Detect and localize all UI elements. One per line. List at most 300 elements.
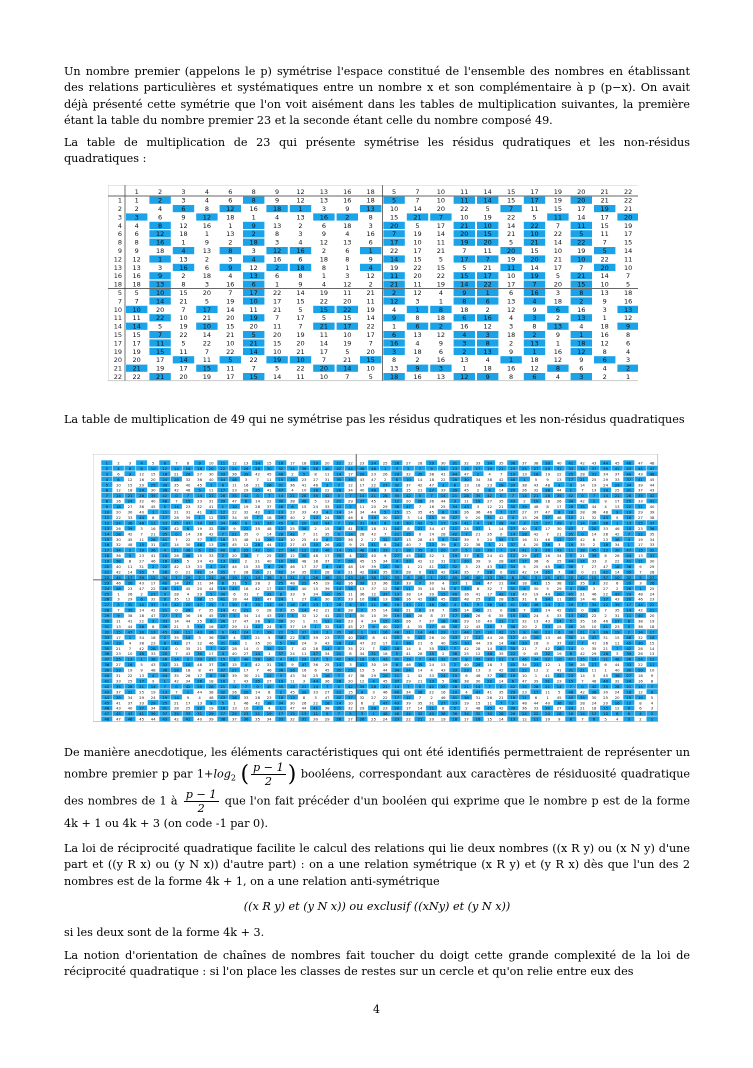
t49-cell: 5 [650,694,654,700]
t49-cell: 36 [231,471,237,477]
t49-cell: 9 [140,667,143,673]
t49-cell: 38 [278,634,284,640]
t49-cell: 18 [313,558,319,564]
t49-cell: 21 [336,574,342,580]
t23-cell: 12 [413,289,422,297]
t23-cell: 12 [132,255,141,264]
t49-cell: 15 [278,476,284,482]
t49-cell: 37 [359,498,365,504]
t23-cell: 18 [249,238,258,247]
t23-cell: 15 [506,196,516,205]
t49-cell: 16 [591,618,597,624]
t49-cell: 36 [301,465,307,471]
t49-cell: 10 [220,678,226,684]
t49-cell: 47 [115,716,121,722]
t23-cell: 3 [462,339,467,348]
t49-cell: 26 [533,514,539,520]
t23-cell: 8 [462,297,467,306]
t49-cell: 28 [521,531,527,537]
t49-cell: 30 [162,482,168,488]
t23-cell: 13 [296,213,305,222]
t49-cell: 5 [163,504,167,510]
t49-cell: 39 [556,520,562,526]
t49-cell: 35 [255,564,261,569]
t49-cell: 14 [603,493,609,499]
t49-cell: 31 [382,525,388,531]
t23-cell: 15 [155,347,165,356]
t49-cell: 37 [115,689,121,695]
t49-cell: 18 [603,542,609,548]
t23-cell: 11 [483,247,492,255]
t23-cell: 6 [181,205,186,213]
t49-cell: 30 [591,694,597,700]
t23-cell: 12 [460,373,469,381]
t49-cell: 21 [173,662,179,668]
t49-cell: 35 [405,531,411,537]
t49-cell: 39 [127,525,133,531]
t49-cell: 2 [511,618,515,624]
t49-cell: 35 [162,531,168,537]
t49-cell: 12 [510,634,516,640]
t23-cell: 17 [483,272,492,281]
t23-cell: 7 [415,196,420,205]
t49-cell: 6 [383,520,387,526]
t49-cell: 43 [162,716,168,722]
t23-row-header: 14 [113,322,122,331]
t49-cell: 21 [429,569,435,575]
t49-cell: 17 [614,498,620,504]
t49-cell: 41 [220,596,226,602]
t49-cell: 26 [208,629,214,635]
t49-cell: 13 [545,634,551,640]
t49-cell: 29 [243,487,249,493]
t49-cell: 6 [105,487,109,493]
t49-cell: 42 [498,629,504,635]
t23-cell: 11 [553,213,563,222]
t49-cell: 35 [336,476,342,482]
t49-cell: 41 [313,705,319,711]
t49-cell: 15 [533,520,539,526]
t49-cell: 28 [579,547,585,553]
t49-cell: 14 [417,476,423,482]
t49-cell: 1 [383,465,387,471]
t49-cell: 7 [244,683,248,689]
t49-cell: 34 [591,602,597,608]
t49-cell: 21 [649,607,655,613]
t49-cell: 37 [533,509,539,515]
t49-cell: 41 [568,460,574,466]
t49-cell: 2 [372,700,375,706]
t49-cell: 42 [289,531,295,537]
t49-cell: 13 [452,465,458,471]
t49-cell: 28 [173,514,179,520]
t49-cell: 19 [220,585,226,591]
t23-cell: 12 [226,205,235,213]
t49-cell: 21 [347,569,353,575]
t23-cell: 20 [623,213,633,222]
t49-cell: 21 [266,569,272,575]
t23-cell: 17 [506,280,516,289]
t49-cell: 28 [417,536,423,542]
t49-cell: 17 [533,689,539,695]
t23-cell: 10 [226,339,235,348]
t49-cell: 9 [592,580,596,586]
t49-cell: 20 [394,705,400,711]
t49-cell: 3 [430,547,433,553]
t23-cell: 9 [438,339,443,348]
t49-cell: 45 [533,651,539,657]
t49-cell: 25 [545,574,551,580]
t49-cell: 31 [208,498,214,504]
t49-cell: 48 [185,487,191,493]
t49-cell: 31 [150,542,156,548]
t49-cell: 14 [579,634,585,640]
t49-cell: 31 [545,678,551,684]
t23-cell: 19 [226,297,235,306]
t49-cell: 31 [568,667,574,673]
t49-cell: 37 [603,574,609,580]
t23-cell: 20 [460,230,469,239]
t49-cell: 37 [556,640,562,646]
t49-cell: 4 [476,520,480,526]
t49-cell: 15 [405,487,411,493]
t49-cell: 26 [104,596,110,602]
t49-cell: 7 [256,667,259,673]
t49-cell: 7 [175,613,178,619]
t49-cell: 3 [395,465,399,471]
t49-cell: 14 [173,580,179,586]
t49-cell: 17 [324,553,330,559]
t49-cell: 21 [382,683,388,689]
t23-cell: 2 [298,221,303,230]
t49-cell: 20 [359,471,365,477]
t49-cell: 25 [313,673,319,678]
t49-cell: 28 [173,591,179,597]
t49-cell: 16 [440,689,446,695]
t49-cell: 16 [301,667,307,673]
t49-cell: 41 [162,536,168,542]
t49-cell: 24 [324,514,330,520]
t49-cell: 11 [115,618,121,624]
t49-cell: 44 [556,487,562,493]
t49-cell: 18 [452,716,458,722]
t49-cell: 44 [278,536,284,542]
t49-cell: 25 [301,536,307,542]
t49-cell: 1 [244,640,248,646]
t49-cell: 17 [405,705,411,711]
t23-cell: 8 [509,373,514,381]
t49-cell: 38 [556,580,562,586]
t49-cell: 35 [301,569,307,575]
t49-cell: 33 [649,542,655,548]
t23-row-header: 21 [113,364,122,373]
t49-cell: 25 [278,580,284,586]
t49-cell: 6 [395,476,399,482]
t49-cell: 42 [150,607,156,613]
t49-cell: 20 [289,618,295,624]
t49-cell: 0 [256,493,259,499]
t49-cell: 33 [591,558,597,564]
t23-cell: 5 [415,221,420,230]
t49-cell: 42 [266,683,272,689]
t49-cell: 45 [637,465,643,471]
t49-cell: 29 [301,656,307,662]
t23-cell: 22 [506,213,516,222]
t23-cell: 4 [602,364,607,373]
t49-cell: 0 [581,607,584,613]
t49-cell: 21 [371,493,377,499]
t49-cell: 17 [139,678,145,684]
t49-cell: 22 [637,662,643,668]
t49-cell: 36 [359,591,365,597]
t49-cell: 22 [510,651,516,657]
t49-cell: 11 [150,520,156,526]
t23-cell: 17 [179,364,188,373]
t49-cell: 34 [139,634,145,640]
t49-cell: 16 [278,460,284,466]
t49-cell: 19 [115,640,121,646]
t49-cell: 28 [417,613,423,619]
t49-cell: 13 [487,574,493,580]
t49-cell: 34 [603,471,609,477]
t49-cell: 35 [568,531,574,537]
t49-cell: 22 [475,547,481,553]
t49-cell: 16 [614,700,620,706]
t23-cell: 13 [226,230,235,239]
t49-cell: 1 [557,662,561,668]
t49-cell: 48 [220,673,226,678]
t23-cell: 6 [532,373,537,381]
t49-cell: 16 [139,476,145,482]
t49-cell: 17 [394,694,400,700]
t49-cell: 26 [301,700,307,706]
t49-cell: 44 [243,596,249,602]
t49-cell: 14 [637,683,643,689]
t23-row-header: 18 [113,280,122,289]
t49-cell: 40 [382,623,388,629]
t49-cell: 40 [440,640,446,646]
t49-cell: 22 [266,498,272,504]
t49-cell: 43 [382,656,388,662]
t49-cell: 29 [637,509,643,515]
t49-cell: 38 [197,596,203,602]
t49-cell: 14 [382,607,388,613]
t49-cell: 1 [349,613,352,619]
t49-cell: 6 [488,613,491,619]
t49-cell: 23 [278,613,284,619]
t49-cell: 38 [591,509,597,515]
t49-cell: 6 [117,471,120,477]
t23-cell: 16 [553,347,563,356]
t49-cell: 9 [627,705,631,711]
t49-cell: 26 [150,536,156,542]
t49-cell: 26 [521,487,527,493]
t49-cell: 24 [626,678,632,684]
t49-cell: 33 [359,602,365,608]
t49-cell: 39 [568,662,574,668]
t23-cell: 3 [438,364,443,373]
t49-cell: 43 [301,542,307,548]
t23-cell: 8 [438,305,443,314]
t49-cell: 37 [545,514,551,520]
t49-cell: 30 [556,525,562,531]
t49-cell: 43 [220,694,226,700]
t49-cell: 31 [266,662,272,668]
t49-cell: 12 [266,673,272,678]
t49-cell: 21 [139,683,145,689]
t23-cell: 8 [368,213,373,222]
t49-cell: 21 [487,607,493,613]
t23-cell: 17 [155,356,165,365]
t49-cell: 37 [510,542,516,548]
t49-cell: 14 [324,645,330,651]
t49-cell: 2 [314,525,317,531]
t49-cell: 15 [324,525,330,531]
t49-cell: 34 [243,613,249,619]
t49-cell: 44 [324,520,330,526]
t49-cell: 14 [104,531,110,537]
t23-cell: 14 [413,205,422,213]
t49-cell: 26 [440,602,446,608]
t49-cell: 26 [510,711,516,717]
t49-cell: 1 [627,542,631,548]
t49-cell: 0 [337,493,341,499]
t49-cell: 35 [173,673,179,678]
t49-cell: 15 [150,471,156,477]
t49-cell: 11 [394,673,400,678]
t49-cell: 15 [452,673,458,678]
t49-cell: 27 [429,487,435,493]
t23-cell: 8 [158,221,163,230]
t49-cell: 25 [231,711,237,717]
t23-cell: 9 [134,247,139,255]
t49-cell: 39 [545,460,551,466]
t49-cell: 28 [498,482,504,488]
t49-cell: 6 [546,558,549,564]
paragraph-representation: De manière anecdotique, les éléments caractéristiques qui ont été identifiés permettraient de représenter un nombre premier p par $1+\log_2$ ( $\frac{p - 1}{2}$ ) booléens, correspondant aux caractères de résiduosité quadratique des nombres de 1 à $\frac{p - 1}{2}$ que l'on fait précéder d'un booléen qui exprime que le nombre p est de la forme 4k + 1 ou 4k + 3 (on code -1 par 0). [64,746,691,830]
t49-cell: 42 [579,498,585,504]
t49-cell: 45 [324,667,330,673]
t23-cell: 3 [251,247,256,255]
t49-cell: 11 [139,536,145,542]
t49-cell: 0 [175,683,178,689]
t49-cell: 34 [266,716,272,722]
t49-cell: 4 [569,585,573,591]
t49-cell: 17 [220,487,226,493]
t23-cell: 20 [226,314,235,323]
t23-cell: 14 [319,339,329,348]
t49-cell: 27 [289,542,295,548]
t49-cell: 35 [487,531,493,537]
t49-cell: 42 [336,504,342,510]
t49-cell: 9 [128,471,132,477]
t49-cell: 7 [256,591,259,597]
t49-cell: 32 [231,558,237,564]
t49-cell: 2 [198,574,201,580]
t49-cell: 33 [429,673,435,678]
t49-cell: 38 [347,585,353,591]
t49-cell: 16 [510,694,516,700]
t49-cell: 46 [452,678,458,684]
t49-cell: 6 [430,640,433,646]
t49-cell: 14 [185,531,191,537]
t49-cell: 39 [382,613,388,619]
t49-cell: 29 [324,716,330,722]
t49-cell: 36 [649,525,655,531]
t49-cell: 16 [394,602,400,608]
t49-cell: 13 [556,476,562,482]
t49-cell: 25 [440,504,446,510]
t23-cell: 19 [460,238,469,247]
t49-cell: 42 [487,493,493,499]
t49-cell: 7 [175,460,178,466]
t49-cell: 5 [441,678,445,684]
t49-cell: 31 [533,536,539,542]
t49-cell: 6 [302,634,306,640]
t23-cell: 22 [366,322,375,331]
t49-cell: 2 [360,536,364,542]
t49-cell: 14 [255,689,261,695]
t49-cell: 37 [394,678,400,684]
t49-cell: 16 [220,705,226,711]
t49-cell: 17 [278,711,284,717]
t49-cell: 32 [185,476,191,482]
t49-cell: 42 [301,645,307,651]
t49-cell: 28 [220,493,226,499]
t49-cell: 8 [105,498,109,504]
t49-cell: 7 [117,607,120,613]
t49-cell: 47 [231,498,237,504]
t49-cell: 31 [614,613,620,619]
t49-cell: 42 [173,564,179,569]
t23-cell: 22 [530,221,539,230]
t49-cell: 27 [359,623,365,629]
t49-cell: 47 [510,558,516,564]
t23-cell: 8 [275,230,280,239]
t23-cell: 21 [366,289,375,297]
t49-cell: 22 [614,558,620,564]
t49-cell: 25 [359,542,365,548]
t49-cell: 37 [347,694,353,700]
t49-cell: 26 [359,716,365,722]
t49-cell: 48 [452,618,458,624]
t49-cell: 48 [243,536,249,542]
t23-cell: 1 [462,364,467,373]
t49-cell: 7 [499,662,503,668]
t49-cell: 0 [499,645,503,651]
t49-cell: 33 [185,711,191,717]
t23-cell: 15 [366,356,375,365]
t49-cell: 21 [579,629,585,635]
t49-cell: 3 [383,487,387,493]
t49-cell: 2 [291,471,294,477]
t49-cell: 45 [115,711,121,717]
t49-cell: 21 [208,493,214,499]
t23-cell: 7 [134,297,139,306]
t49-cell: 15 [289,711,295,717]
t49-cell: 34 [556,553,562,559]
t23-cell: 15 [413,255,422,264]
t49-cell: 19 [556,651,562,657]
t49-cell: 47 [371,476,377,482]
t49-cell: 6 [360,700,364,706]
t49-cell: 20 [220,634,226,640]
t49-cell: 16 [626,514,632,520]
t49-cell: 7 [221,531,225,537]
t49-cell: 48 [394,629,400,635]
t49-cell: 20 [521,623,527,629]
t49-cell: 44 [545,591,551,597]
